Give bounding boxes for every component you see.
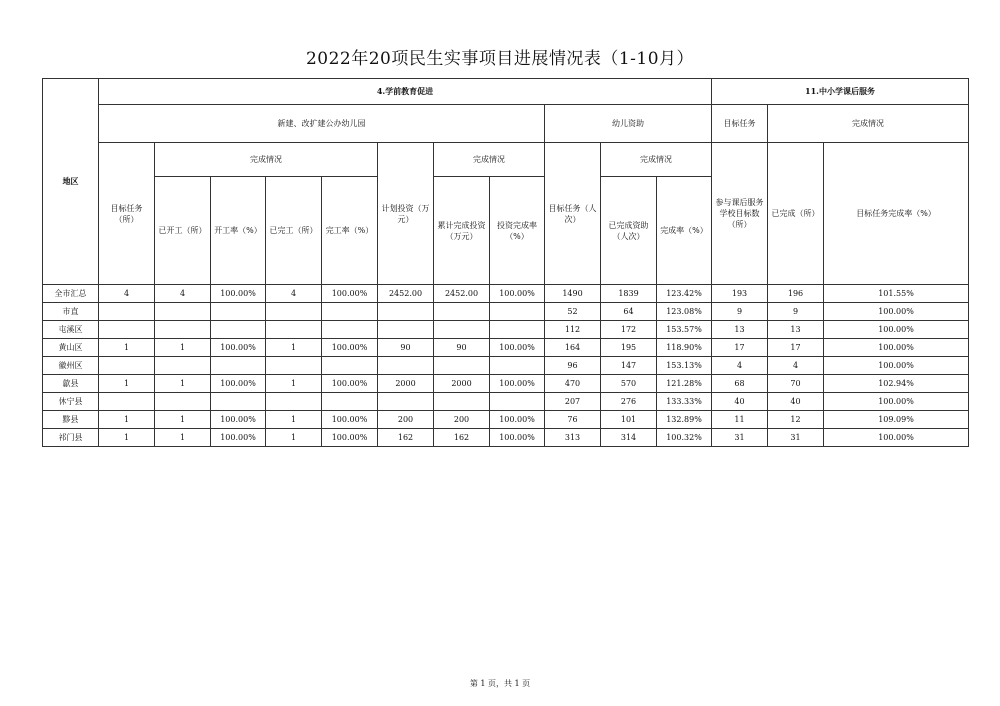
table-cell: 2000: [434, 375, 490, 393]
table-row: [43, 285, 969, 303]
table-cell: [434, 321, 490, 339]
table-cell: 1: [155, 411, 211, 429]
region-cell: 屯溪区: [43, 321, 99, 339]
table-row: [43, 321, 969, 339]
table-cell: 90: [434, 339, 490, 357]
table-cell: [155, 303, 211, 321]
table-cell: 76: [545, 411, 601, 429]
completion-header-2: 完成情况: [434, 143, 545, 177]
region-cell: 祁门县: [43, 429, 99, 447]
table-cell: 90: [378, 339, 434, 357]
table-cell: [211, 357, 266, 375]
table-row: [43, 303, 969, 321]
table-cell: 2000: [378, 375, 434, 393]
table-cell: [434, 303, 490, 321]
table-cell: 100.00%: [211, 429, 266, 447]
table-cell: [490, 393, 545, 411]
table-cell: 1: [155, 339, 211, 357]
table-cell: 100.00%: [322, 429, 378, 447]
region-cell: 休宁县: [43, 393, 99, 411]
table-cell: 100.00%: [824, 393, 969, 411]
region-cell: 黄山区: [43, 339, 99, 357]
finished-header: 已完工（所）: [266, 177, 322, 285]
completion-header-3: 完成情况: [601, 143, 712, 177]
table-cell: 13: [768, 321, 824, 339]
table-cell: 162: [378, 429, 434, 447]
plan-invest-header: 计划投资（万元）: [378, 143, 434, 285]
table-cell: [434, 393, 490, 411]
table-cell: 31: [712, 429, 768, 447]
region-cell: 徽州区: [43, 357, 99, 375]
table-cell: 4: [712, 357, 768, 375]
table-cell: 101: [601, 411, 657, 429]
table-cell: 123.08%: [657, 303, 712, 321]
table-cell: 4: [768, 357, 824, 375]
table-cell: 64: [601, 303, 657, 321]
section-4-header: 4.学前教育促进: [99, 79, 712, 105]
start-rate-header: 开工率（%）: [211, 177, 266, 285]
completion-status-header: 完成情况: [768, 105, 969, 143]
table-cell: 162: [434, 429, 490, 447]
table-cell: [211, 321, 266, 339]
table-cell: 164: [545, 339, 601, 357]
table-cell: 118.90%: [657, 339, 712, 357]
target-task-header: 目标任务: [712, 105, 768, 143]
table-body: [43, 285, 969, 447]
table-cell: 52: [545, 303, 601, 321]
region-cell: 黟县: [43, 411, 99, 429]
table-cell: 313: [545, 429, 601, 447]
table-cell: [155, 321, 211, 339]
completion-header-1: 完成情况: [155, 143, 378, 177]
table-cell: 96: [545, 357, 601, 375]
table-cell: 133.33%: [657, 393, 712, 411]
table-cell: 200: [378, 411, 434, 429]
aided-header: 已完成资助（人次）: [601, 177, 657, 285]
table-cell: 102.94%: [824, 375, 969, 393]
table-cell: 153.13%: [657, 357, 712, 375]
region-cell: 市直: [43, 303, 99, 321]
table-cell: [378, 357, 434, 375]
table-cell: 1: [155, 375, 211, 393]
table-cell: 9: [712, 303, 768, 321]
table-cell: 100.00%: [322, 411, 378, 429]
table-cell: 100.00%: [211, 411, 266, 429]
table-cell: 314: [601, 429, 657, 447]
table-cell: [211, 393, 266, 411]
page-footer: 第 1 页，共 1 页: [469, 679, 531, 688]
table-cell: 4: [155, 285, 211, 303]
table-cell: [490, 357, 545, 375]
started-header: 已开工（所）: [155, 177, 211, 285]
table-cell: 1: [266, 375, 322, 393]
table-cell: [378, 321, 434, 339]
table-cell: 193: [712, 285, 768, 303]
table-cell: 147: [601, 357, 657, 375]
table-cell: 109.09%: [824, 411, 969, 429]
invest-rate-header: 投资完成率（%）: [490, 177, 545, 285]
region-cell: 全市汇总: [43, 285, 99, 303]
table-cell: 2452.00: [434, 285, 490, 303]
table-cell: 570: [601, 375, 657, 393]
table-cell: 1: [99, 375, 155, 393]
table-cell: 40: [768, 393, 824, 411]
table-cell: 100.32%: [657, 429, 712, 447]
table-cell: 100.00%: [824, 339, 969, 357]
table-cell: 1: [266, 429, 322, 447]
table-cell: [266, 393, 322, 411]
table-cell: 100.00%: [211, 339, 266, 357]
table-cell: 100.00%: [490, 339, 545, 357]
finish-rate-header: 完工率（%）: [322, 177, 378, 285]
target-task-suo-header: 目标任务（所）: [99, 143, 155, 285]
table-cell: 100.00%: [824, 357, 969, 375]
child-aid-header: 幼儿资助: [545, 105, 712, 143]
table-cell: 101.55%: [824, 285, 969, 303]
table-cell: 100.00%: [322, 375, 378, 393]
table-cell: 207: [545, 393, 601, 411]
table-cell: 1839: [601, 285, 657, 303]
table-cell: 100.00%: [490, 375, 545, 393]
table-cell: 172: [601, 321, 657, 339]
aid-rate-header: 完成率（%）: [657, 177, 712, 285]
table-cell: 11: [712, 411, 768, 429]
table-cell: 153.57%: [657, 321, 712, 339]
table-cell: 100.00%: [490, 411, 545, 429]
table-cell: [490, 321, 545, 339]
table-cell: 68: [712, 375, 768, 393]
table-cell: 1: [99, 411, 155, 429]
table-cell: [99, 357, 155, 375]
table-cell: 100.00%: [211, 375, 266, 393]
region-header: 地区: [43, 79, 99, 285]
after-school-target-header: 参与课后服务学校目标数（所）: [712, 143, 768, 285]
table-cell: [378, 393, 434, 411]
table-cell: 1: [155, 429, 211, 447]
table-cell: [155, 357, 211, 375]
table-cell: 470: [545, 375, 601, 393]
table-cell: 1: [266, 339, 322, 357]
page-title: 2022年20项民生实事项目进展情况表（1-10月）: [305, 49, 695, 69]
table-cell: 195: [601, 339, 657, 357]
progress-table: [42, 78, 969, 447]
table-cell: 100.00%: [490, 429, 545, 447]
table-cell: 100.00%: [824, 321, 969, 339]
target-people-header: 目标任务（人次）: [545, 143, 601, 285]
table-cell: 121.28%: [657, 375, 712, 393]
table-cell: 100.00%: [824, 303, 969, 321]
table-cell: 17: [768, 339, 824, 357]
table-cell: 17: [712, 339, 768, 357]
table-cell: 276: [601, 393, 657, 411]
table-cell: 1: [99, 339, 155, 357]
table-cell: 200: [434, 411, 490, 429]
done-suo-header: 已完成（所）: [768, 143, 824, 285]
target-rate-header: 目标任务完成率（%）: [824, 143, 969, 285]
table-row: [43, 429, 969, 447]
section-11-header: 11.中小学课后服务: [712, 79, 969, 105]
region-cell: 歙县: [43, 375, 99, 393]
table-cell: [99, 393, 155, 411]
table-cell: [266, 357, 322, 375]
table-cell: [490, 303, 545, 321]
cum-invest-header: 累计完成投资（万元）: [434, 177, 490, 285]
table-cell: 100.00%: [490, 285, 545, 303]
table-cell: [322, 303, 378, 321]
table-cell: 40: [712, 393, 768, 411]
table-row: [43, 357, 969, 375]
table-cell: [266, 321, 322, 339]
table-cell: 31: [768, 429, 824, 447]
table-cell: [155, 393, 211, 411]
table-cell: 4: [266, 285, 322, 303]
table-cell: [266, 303, 322, 321]
table-cell: 100.00%: [322, 339, 378, 357]
table-cell: 196: [768, 285, 824, 303]
table-row: [43, 375, 969, 393]
table-cell: [322, 357, 378, 375]
table-cell: 1: [99, 429, 155, 447]
table-cell: 100.00%: [211, 285, 266, 303]
table-cell: [434, 357, 490, 375]
table-cell: 1490: [545, 285, 601, 303]
table-cell: 112: [545, 321, 601, 339]
table-cell: 100.00%: [322, 285, 378, 303]
table-cell: [99, 303, 155, 321]
table-cell: [322, 393, 378, 411]
table-row: [43, 393, 969, 411]
table-row: [43, 411, 969, 429]
table-cell: 2452.00: [378, 285, 434, 303]
table-cell: [322, 321, 378, 339]
table-cell: 123.42%: [657, 285, 712, 303]
table-cell: 9: [768, 303, 824, 321]
table-cell: [211, 303, 266, 321]
table-cell: 4: [99, 285, 155, 303]
table-cell: 13: [712, 321, 768, 339]
kindergarten-build-header: 新建、改扩建公办幼儿园: [99, 105, 545, 143]
table-row: [43, 339, 969, 357]
table-cell: 132.89%: [657, 411, 712, 429]
table-cell: 70: [768, 375, 824, 393]
table-cell: [99, 321, 155, 339]
table-cell: 1: [266, 411, 322, 429]
table-cell: 100.00%: [824, 429, 969, 447]
table-cell: [378, 303, 434, 321]
table-cell: 12: [768, 411, 824, 429]
